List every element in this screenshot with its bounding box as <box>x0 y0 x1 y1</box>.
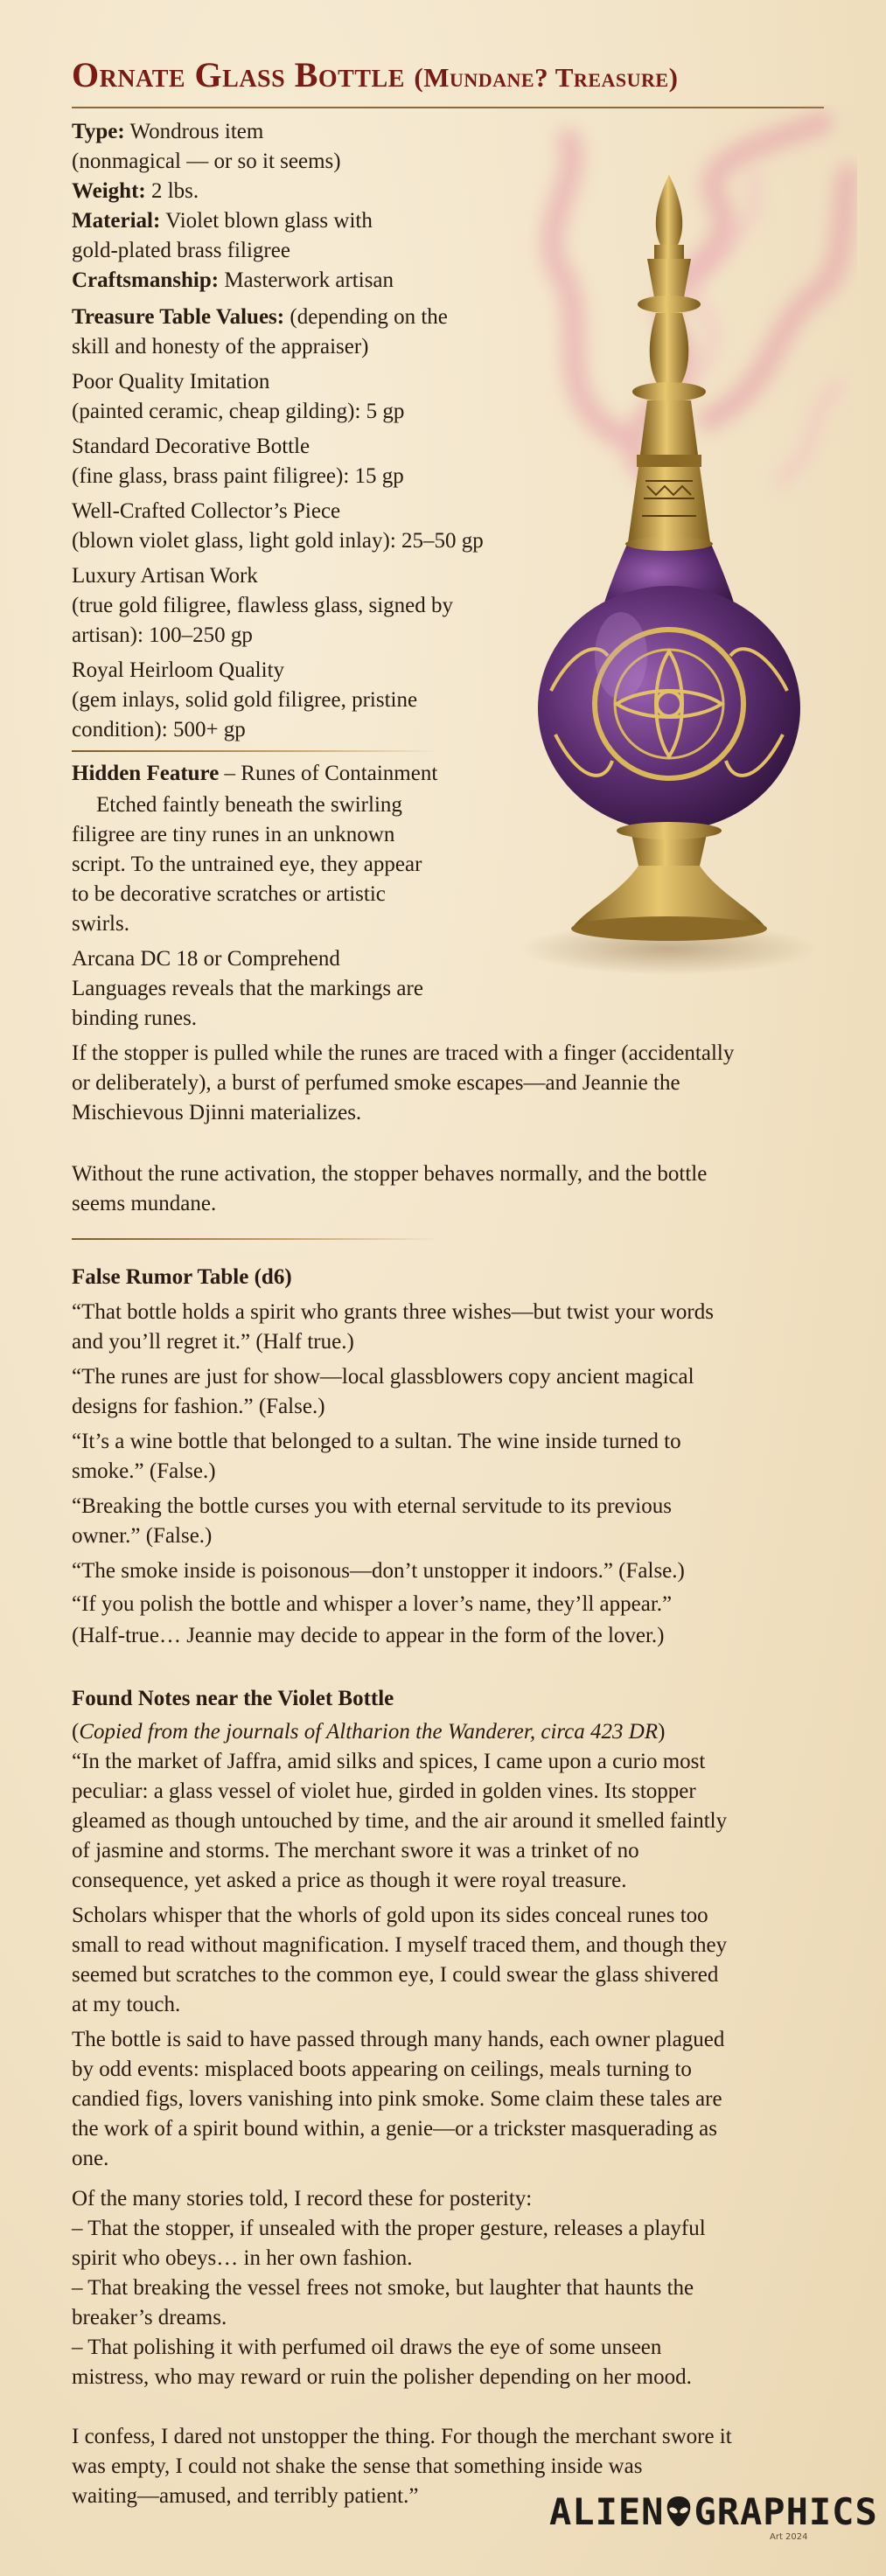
aliengraphics-logo <box>549 2490 878 2533</box>
treasure-item-4-detail: (true gold filigree, flawless glass, signed by <box>72 594 454 617</box>
hidden-p4-l2: seems mundane. <box>72 1192 217 1215</box>
notes-line-6: Scholars whisper that the whorls of gold upon its sides conceal runes too <box>72 1904 708 1927</box>
notes-line-15: Of the many stories told, I record these for posterity: <box>72 2187 533 2210</box>
material-label: Material: <box>72 209 161 233</box>
notes-source-close: ) <box>658 1720 666 1744</box>
rumor-line-11: (Half-true… Jeannie may decide to appear in the form of the lover.) <box>72 1624 665 1647</box>
treasure-item-5-detail-2: condition): 500+ gp <box>72 718 246 741</box>
notes-line-2: peculiar: a glass vessel of violet hue, girded in golden vines. Its stopper <box>72 1779 696 1803</box>
hidden-p2-l3: binding runes. <box>72 1006 198 1030</box>
notes-source-open: ( <box>72 1720 80 1744</box>
hidden-p3-l2: or deliberately), a burst of perfumed smoke escapes—and Jeannie the <box>72 1071 680 1095</box>
craftsmanship-line <box>72 266 394 296</box>
rumor-line-2: and you’ll regret it.” (Half true.) <box>72 1330 354 1354</box>
treasure-item-4-name: Luxury Artisan Work <box>72 564 258 588</box>
hidden-feature-label: Hidden Feature <box>72 762 220 785</box>
divider-1 <box>72 750 439 752</box>
divider-2 <box>72 1238 439 1240</box>
logo-text-right: GRAPHICS <box>694 2490 878 2533</box>
rumor-line-1: “That bottle holds a spirit who grants three wishes—but twist your words <box>72 1300 714 1324</box>
hidden-p1-l2: filigree are tiny runes in an unknown <box>72 823 395 846</box>
craft-value: Masterwork artisan <box>224 268 394 292</box>
material-value-2: gold-plated brass filigree <box>72 239 290 262</box>
treasure-item-3-name: Well-Crafted Collector’s Piece <box>72 499 341 523</box>
hidden-p4-l1: Without the rune activation, the stopper behaves normally, and the bottle <box>72 1162 708 1186</box>
material-value: Violet blown glass with <box>165 209 373 233</box>
notes-line-21: mistress, who may reward or ruin the polisher depending on her mood. <box>72 2365 692 2389</box>
notes-line-23: was empty, I could not shake the sense that something inside was <box>72 2454 643 2478</box>
treasure-item-3-detail: (blown violet glass, light gold inlay): 25–50 gp <box>72 529 484 553</box>
weight-value: 2 lbs. <box>150 179 199 203</box>
material-line <box>72 206 373 236</box>
rumor-line-6: smoke.” (False.) <box>72 1459 216 1483</box>
hidden-p1-l5: swirls. <box>72 912 129 936</box>
hidden-p2-l2: Languages reveals that the markings are <box>72 977 423 1000</box>
rumor-line-3: “The runes are just for show—local glassblowers copy ancient magical <box>72 1365 694 1389</box>
notes-line-16: – That the stopper, if unsealed with the proper gesture, releases a playful <box>72 2217 706 2240</box>
hidden-p1-l3: script. To the untrained eye, they appear <box>72 853 422 876</box>
notes-line-4: of jasmine and storms. The merchant swore it was a trinket of no <box>72 1839 639 1862</box>
treasure-intro-2: skill and honesty of the appraiser) <box>72 335 369 359</box>
alien-head-icon <box>664 2494 694 2527</box>
rumor-line-5: “It’s a wine bottle that belonged to a sultan. The wine inside turned to <box>72 1430 681 1453</box>
treasure-item-5-detail: (gem inlays, solid gold filigree, pristine <box>72 688 418 712</box>
type-note: (nonmagical — or so it seems) <box>72 150 341 173</box>
type-line <box>72 117 263 147</box>
type-value: Wondrous item <box>129 120 264 143</box>
rumor-line-9: “The smoke inside is poisonous—don’t unstopper it indoors.” (False.) <box>72 1559 685 1583</box>
notes-line-1: “In the market of Jaffra, amid silks and spices, I came upon a curio most <box>72 1750 706 1773</box>
notes-line-10: The bottle is said to have passed through many hands, each owner plagued <box>72 2028 725 2051</box>
logo-subtext: Art 2024 <box>770 2532 808 2542</box>
notes-line-20: – That polishing it with perfumed oil draws the eye of some unseen <box>72 2336 662 2359</box>
notes-line-14: one. <box>72 2147 109 2170</box>
notes-line-9: at my touch. <box>72 1993 181 2016</box>
treasure-intro: (depending on the <box>290 305 448 329</box>
notes-line-8: seemed but scratches to the common eye, I could swear the glass shivered <box>72 1963 719 1987</box>
violet-bottle-illustration <box>516 166 822 979</box>
notes-line-7: small to read without magnification. I myself traced them, and though they <box>72 1933 728 1957</box>
treasure-item-5-name: Royal Heirloom Quality <box>72 658 285 682</box>
weight-line <box>72 177 199 206</box>
notes-line-13: the work of a spirit bound within, a genie—or a trickster masquerading as <box>72 2117 718 2141</box>
hidden-p1-l1: Etched faintly beneath the swirling <box>96 793 402 817</box>
notes-line-17: spirit who obeys… in her own fashion. <box>72 2246 413 2270</box>
notes-source-text: Copied from the journals of Altharion the Wanderer, circa 423 DR <box>79 1720 659 1744</box>
weight-label: Weight: <box>72 179 146 203</box>
logo-text-left: ALIEN <box>549 2490 665 2533</box>
treasure-item-1-name: Poor Quality Imitation <box>72 370 270 393</box>
notes-line-24: waiting—amused, and terribly patient.” <box>72 2484 419 2508</box>
hidden-p3-l3: Mischievous Djinni materializes. <box>72 1101 362 1124</box>
treasure-label: Treasure Table Values: <box>72 305 285 329</box>
hidden-p2-l1: Arcana DC 18 or Comprehend <box>72 947 340 971</box>
page-title <box>72 54 678 95</box>
type-label: Type: <box>72 120 125 143</box>
notes-line-3: gleamed as though untouched by time, and the air around it smelled faintly <box>72 1809 728 1833</box>
treasure-item-2-detail: (fine glass, brass paint filigree): 15 gp <box>72 464 404 488</box>
title-sub: (Mundane? Treasure) <box>414 62 679 93</box>
rumor-line-8: owner.” (False.) <box>72 1524 213 1548</box>
title-main: Ornate Glass Bottle <box>72 55 405 94</box>
notes-line-18: – That breaking the vessel frees not smoke, but laughter that haunts the <box>72 2276 694 2300</box>
rumor-line-4: designs for fashion.” (False.) <box>72 1395 325 1418</box>
hidden-p3-l1: If the stopper is pulled while the runes are traced with a finger (accidentally <box>72 1041 735 1065</box>
hidden-p1-l4: to be decorative scratches or artistic <box>72 882 386 906</box>
treasure-heading <box>72 303 448 332</box>
treasure-item-2-name: Standard Decorative Bottle <box>72 435 310 458</box>
notes-line-19: breaker’s dreams. <box>72 2306 227 2329</box>
hidden-feature-heading <box>72 759 437 789</box>
notes-source <box>72 1717 665 1747</box>
rumor-heading: False Rumor Table (d6) <box>72 1265 292 1289</box>
treasure-item-1-detail: (painted ceramic, cheap gilding): 5 gp <box>72 400 405 423</box>
rumor-line-10: “If you polish the bottle and whisper a lover’s name, they’ll appear.” <box>72 1592 673 1616</box>
hidden-feature-subtitle: – Runes of Containment <box>219 762 438 785</box>
notes-line-11: by odd events: misplaced boots appearing on ceilings, meals turning to <box>72 2057 692 2081</box>
rumor-line-7: “Breaking the bottle curses you with eternal servitude to its previous <box>72 1494 672 1518</box>
treasure-item-4-detail-2: artisan): 100–250 gp <box>72 623 253 647</box>
craft-label: Craftsmanship: <box>72 268 220 292</box>
notes-line-12: candied figs, lovers vanishing into pink smoke. Some claim these tales are <box>72 2087 722 2111</box>
notes-line-5: consequence, yet asked a price as though it were royal treasure. <box>72 1869 627 1892</box>
notes-line-22: I confess, I dared not unstopper the thing. For though the merchant swore it <box>72 2425 732 2448</box>
notes-heading: Found Notes near the Violet Bottle <box>72 1687 394 1710</box>
